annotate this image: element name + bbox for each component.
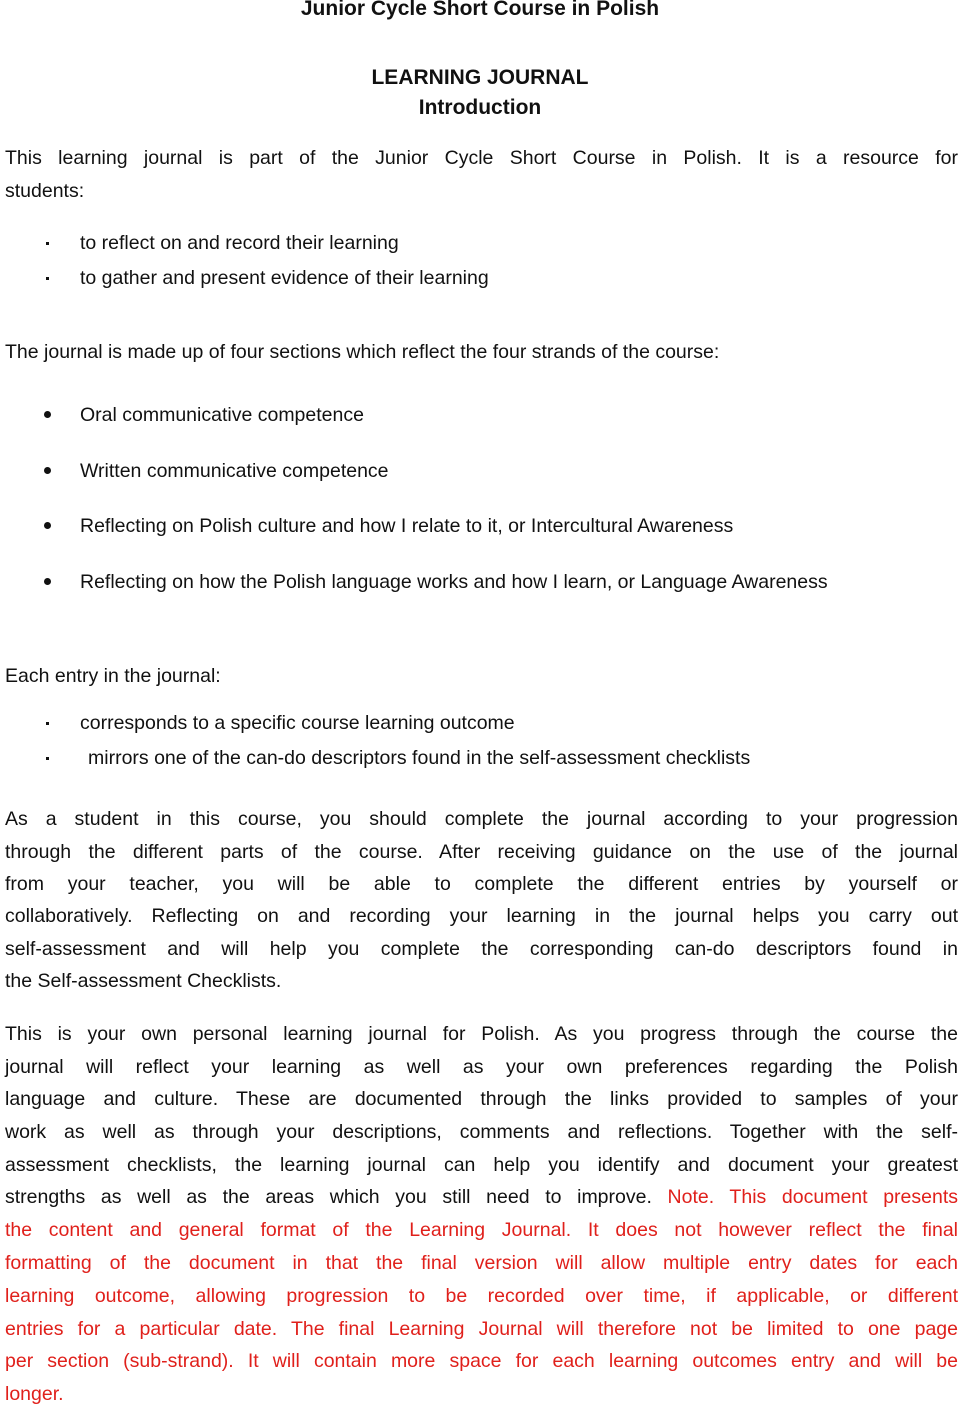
bullet-small-icon [46,242,49,245]
paragraph-line: language and culture. These are documented through the links provided to samples of your [5,1088,958,1110]
paragraph-line: collaboratively. Reflecting on and recording your learning in the journal helps you carry out [5,905,958,927]
bullet-icon [44,578,51,585]
bullet-small-icon [46,757,49,760]
note-line: the content and general format of the Learning Journal. It does not however reflect the final [5,1219,958,1241]
note-line: entries for a particular date. The final Learning Journal will therefore not be limited to one page [5,1318,958,1340]
strand-item: Oral communicative competence [80,404,364,426]
sections-intro: The journal is made up of four sections which reflect the four strands of the course: [5,341,720,363]
note-line: longer. [5,1383,64,1405]
bullet-icon [44,467,51,474]
section-title: Introduction [418,96,542,119]
paragraph-line: through the different parts of the course. After receiving guidance on the use of the journal [5,841,958,863]
note-line: formatting of the document in that the final version will allow multiple entry dates for each [5,1252,958,1274]
paragraph-line: the Self-assessment Checklists. [5,970,282,992]
strand-item: Reflecting on how the Polish language works and how I learn, or Language Awareness [80,571,828,593]
paragraph-line: assessment checklists, the learning journal can help you identify and document your greatest [5,1154,958,1176]
note-line: learning outcome, allowing progression to be recorded over time, if applicable, or different [5,1285,958,1307]
entry-item: corresponds to a specific course learning outcome [80,712,515,734]
purpose-item: to gather and present evidence of their learning [80,267,489,289]
paragraph-line-mixed [5,1185,958,1209]
paragraph-line: This is your own personal learning journal for Polish. As you progress through the course the [5,1023,958,1045]
paragraph-text: strengths as well as the areas which you still need to improve. [5,1186,668,1208]
strand-item: Reflecting on Polish culture and how I relate to it, or Intercultural Awareness [80,515,734,537]
bullet-small-icon [46,277,49,280]
intro-line-1: This learning journal is part of the Junior Cycle Short Course in Polish. It is a resource for [5,147,958,169]
purpose-item: to reflect on and record their learning [80,232,399,254]
header-title: Junior Cycle Short Course in Polish [300,0,660,20]
intro-line-2: students: [5,180,85,202]
paragraph-line: work as well as through your descriptions, comments and reflections. Together with the self- [5,1121,958,1143]
note-label: Note. This document presents [667,1186,958,1208]
entry-item: mirrors one of the can-do descriptors found in the self-assessment checklists [88,747,751,769]
paragraph-line: self-assessment and will help you complete the corresponding can-do descriptors found in [5,938,958,960]
note-line: per section (sub-strand). It will contain more space for each learning outcomes entry and will be [5,1350,958,1372]
journal-title: LEARNING JOURNAL [371,66,589,89]
paragraph-line: journal will reflect your learning as well as your own preferences regarding the Polish [5,1056,958,1078]
bullet-icon [44,522,51,529]
entry-intro: Each entry in the journal: [5,665,221,687]
paragraph-line: As a student in this course, you should complete the journal according to your progression [5,808,958,830]
bullet-small-icon [46,722,49,725]
bullet-icon [44,411,51,418]
strand-item: Written communicative competence [80,460,389,482]
paragraph-line: from your teacher, you will be able to complete the different entries by yourself or [5,873,958,895]
